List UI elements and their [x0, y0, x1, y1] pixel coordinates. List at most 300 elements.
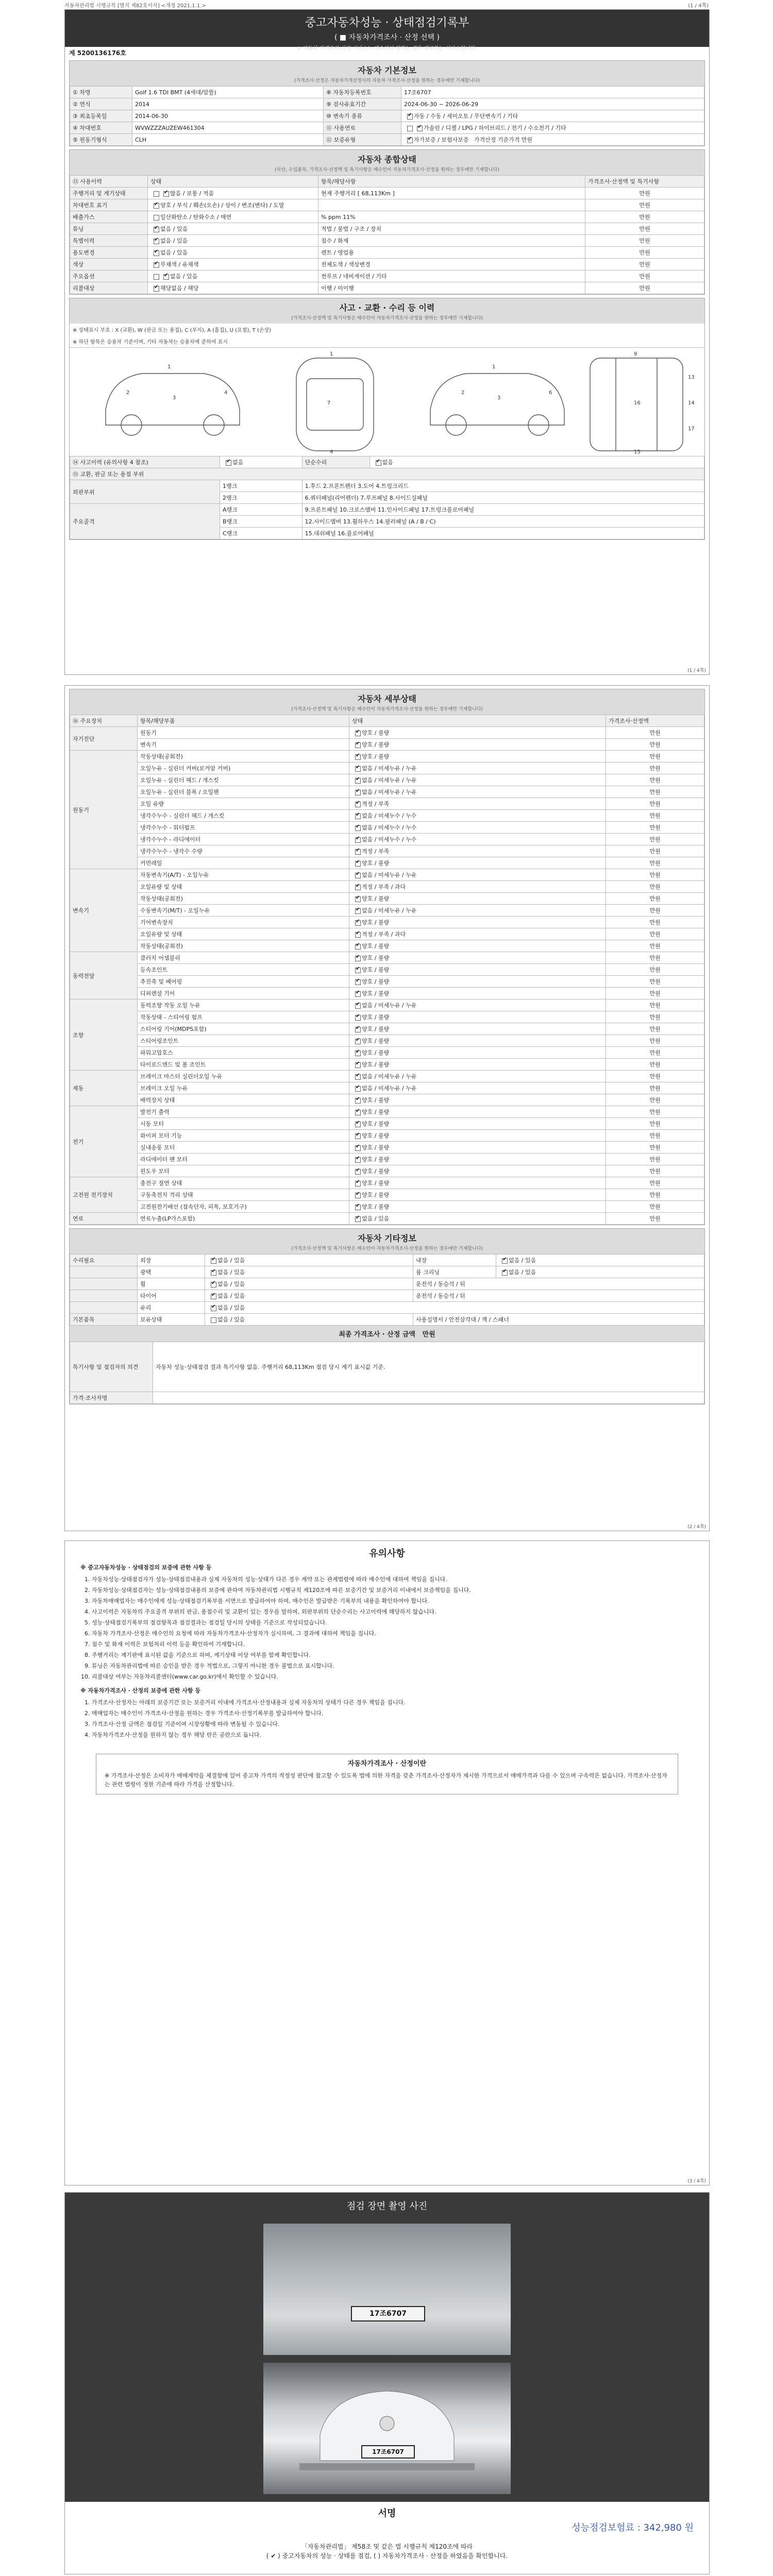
accident-subtitle: (가격조사·산정액 및 특기사항은 매수인이 자동차가격조사·산정을 원하는 경우에만 기재합니다) — [70, 314, 704, 324]
component-price: 만원 — [606, 857, 704, 869]
component-item: 파워고압호스 — [138, 1047, 349, 1059]
price-explanation-text: ※ 가격조사·산정은 소비자가 매매계약을 체결함에 있어 중고차 가격의 적정성 판단에 참고할 수 있도록 법에 의한 자격을 갖춘 가격조사·산정자가 제시한 가격으로서 매매가격과 다를 수 있으며 구속력은 없습니다. 가격조사·산정자는 관련 법령이 정한 기준에 따라 가격을 산정합니다. — [105, 1772, 667, 1788]
row-status: 없음 / 있음 — [170, 273, 198, 280]
checkbox[interactable] — [355, 1133, 361, 1139]
component-price: 만원 — [606, 1118, 704, 1130]
checkbox[interactable] — [355, 790, 361, 795]
status-text: 양호 / 불량 — [362, 1144, 390, 1151]
row-group: 수리필요 — [70, 1255, 138, 1266]
status-text: 양호 / 불량 — [362, 753, 390, 760]
simple-repair-value: 없음 — [382, 459, 393, 466]
row-price: 만원 — [585, 235, 704, 247]
row-label: 색상 — [70, 259, 148, 270]
component-status — [349, 786, 606, 798]
component-item: 추진축 및 베어링 — [138, 976, 349, 988]
notice-item: 7. 침수 및 화재 이력은 보험처리 이력 등을 확인하여 기재합니다. — [92, 1640, 694, 1649]
component-item: 충전구 절연 상태 — [138, 1177, 349, 1189]
checkbox[interactable] — [355, 861, 361, 867]
table-row — [70, 1266, 704, 1278]
component-price: 만원 — [606, 798, 704, 810]
status-text: 적정 / 부족 / 과다 — [362, 884, 406, 890]
checkbox[interactable] — [211, 1282, 216, 1287]
checkbox[interactable] — [355, 754, 361, 760]
component-group: 원동기 — [70, 751, 138, 869]
checkbox[interactable] — [355, 1216, 361, 1222]
component-price: 만원 — [606, 999, 704, 1011]
row-detail: 적법 / 불법 / 구조 / 장치 — [318, 223, 585, 235]
field-label: ⑩ 변속기 종류 — [324, 110, 401, 122]
status-text: 없음 / 미세누유 / 누유 — [362, 907, 417, 914]
component-item: 오일유량 및 상태 — [138, 928, 349, 940]
other-info-section — [69, 1228, 705, 1404]
svg-text:1: 1 — [167, 364, 171, 370]
component-status — [349, 988, 606, 999]
overall-status-section — [69, 149, 705, 295]
component-status — [349, 869, 606, 881]
component-item: 오일유량 및 상태 — [138, 881, 349, 893]
svg-text:6: 6 — [549, 390, 552, 396]
final-price-unit: 만원 — [422, 1331, 435, 1338]
component-status — [349, 1011, 606, 1023]
row-label: 유리 — [138, 1302, 205, 1314]
row-status: 없음 / 있음 — [217, 1281, 245, 1287]
component-status — [349, 798, 606, 810]
page-indicator: (1 / 4쪽) — [688, 3, 709, 9]
notice-item: 6. 자동차 가격조사·산정은 매수인의 요청에 따라 자동차가격조사·산정자가 실시하며, 그 결과에 대하여 책임을 집니다. — [92, 1629, 694, 1638]
status-text: 없음 / 미세누유 / 누유 — [362, 777, 417, 784]
status-text: 없음 / 미세누유 / 누유 — [362, 1085, 417, 1092]
checkbox[interactable] — [211, 1258, 216, 1264]
accident-label: ⑭ 사고이력 (유의사항 4 참조) — [70, 456, 220, 468]
checkbox[interactable] — [355, 825, 361, 831]
svg-text:4: 4 — [224, 390, 228, 396]
table-row — [70, 456, 704, 468]
table-row — [70, 964, 704, 976]
other-info-subtitle: (가격조사·산정액 및 특기사항은 매수인이 자동차가격조사·산정을 원하는 경우에만 기재합니다) — [70, 1245, 704, 1254]
component-group: 전기 — [70, 1106, 138, 1177]
table-row — [70, 1189, 704, 1201]
license-plate: 17조6707 — [351, 2306, 425, 2321]
component-item: 등속조인트 — [138, 964, 349, 976]
table-row — [70, 282, 704, 294]
status-text: 양호 / 불량 — [362, 1061, 390, 1068]
component-item: 커먼레일 — [138, 857, 349, 869]
table-row — [70, 917, 704, 928]
row-label: 타이어 — [138, 1290, 205, 1302]
checkbox[interactable] — [355, 802, 361, 807]
component-status — [349, 940, 606, 952]
checkbox[interactable] — [407, 138, 413, 143]
page-number: (1 / 4쪽) — [687, 668, 706, 673]
component-status — [349, 751, 606, 762]
status-text: 양호 / 불량 — [362, 895, 390, 902]
document-number: 제 5200136176호 — [69, 49, 126, 57]
field-value: 자동 / 수동 / 세미오토 / 무단변속기 / 기타 — [414, 113, 518, 120]
checkbox[interactable] — [355, 1169, 361, 1175]
row-status: 무채색 / 유채색 — [160, 261, 199, 268]
component-price: 만원 — [606, 1142, 704, 1154]
table-row — [70, 134, 704, 146]
checkbox[interactable] — [154, 191, 159, 197]
table-row — [70, 480, 704, 492]
status-text: 없음 / 미세누수 / 누수 — [362, 836, 417, 843]
table-row — [70, 739, 704, 751]
basic-info-section — [69, 60, 705, 146]
row-status: 양호 / 부식 / 훼손(오손) / 상이 / 변조(변타) / 도말 — [160, 202, 284, 209]
component-status — [349, 1165, 606, 1177]
document-subtitle: ( ■ 자동차가격조사 · 산정 선택 ) — [334, 33, 440, 42]
checkbox[interactable] — [355, 908, 361, 914]
component-price: 만원 — [606, 1201, 704, 1213]
component-price: 만원 — [606, 988, 704, 999]
checkbox[interactable] — [355, 873, 361, 878]
table-row — [70, 1342, 704, 1392]
row-price: 만원 — [585, 247, 704, 259]
component-status — [349, 905, 606, 917]
field-label: ④ 차대번호 — [70, 122, 132, 134]
checkbox[interactable] — [355, 1027, 361, 1032]
checkbox[interactable] — [154, 286, 159, 292]
status-text: 적정 / 부족 — [362, 848, 390, 855]
checkbox[interactable] — [355, 1039, 361, 1044]
component-price: 만원 — [606, 976, 704, 988]
checkbox[interactable] — [355, 814, 361, 819]
component-item: 연료누출(LP가스포함) — [138, 1213, 349, 1225]
component-item: 디퍼렌셜 기어 — [138, 988, 349, 999]
checkbox[interactable] — [355, 1003, 361, 1009]
row-label: 리콜대상 — [70, 282, 148, 294]
component-price: 만원 — [606, 834, 704, 845]
status-text: 양호 / 불량 — [362, 978, 390, 985]
price-explanation-box — [96, 1754, 678, 1794]
table-row — [70, 1314, 704, 1326]
component-group: 조향 — [70, 999, 138, 1071]
checkbox[interactable] — [211, 1306, 216, 1311]
checkbox[interactable] — [355, 731, 361, 736]
component-group: 연료 — [70, 1213, 138, 1225]
notice-item: 5. 성능·상태점검기록부의 점검항목과 점검결과는 점검일 당시의 상태를 기준으로 작성되었습니다. — [92, 1618, 694, 1627]
checkbox[interactable] — [355, 979, 361, 985]
checkbox[interactable] — [154, 203, 159, 209]
checkbox[interactable] — [154, 250, 159, 256]
component-status — [349, 1142, 606, 1154]
table-row — [70, 774, 704, 786]
status-text: 없음 / 미세누수 / 누수 — [362, 824, 417, 831]
special-notes-text: 자동차 성능·상태점검 결과 특기사항 없음. 주행거리 68,113Km 점검 당시 계기 표시값 기준. — [153, 1342, 704, 1392]
field-label: ② 연식 — [70, 98, 132, 110]
rank-label: A랭크 — [220, 504, 303, 516]
checkbox[interactable] — [355, 896, 361, 902]
row-price: 만원 — [585, 223, 704, 235]
row-status: 없음 / 있음 — [160, 249, 188, 256]
component-status — [349, 1177, 606, 1189]
component-item: 냉각수누수 - 실린더 헤드 / 개스킷 — [138, 810, 349, 822]
status-text: 양호 / 불량 — [362, 1192, 390, 1198]
component-item: 오일누유 - 실린더 블록 / 오일팬 — [138, 786, 349, 798]
checkbox[interactable] — [376, 460, 381, 466]
vehicle-type-note: ※ 하단 항목은 승용차 기준이며, 기타 자동차는 승용차에 준하여 표시 — [73, 340, 228, 345]
car-top-view-shape — [296, 358, 374, 451]
checkbox[interactable] — [502, 1270, 508, 1276]
row-label: 용도변경 — [70, 247, 148, 259]
checkbox[interactable] — [211, 1317, 216, 1323]
parts-label: ⑮ 교환, 판금 또는 용접 부위 — [70, 468, 704, 480]
status-text: 양호 / 불량 — [362, 1014, 390, 1021]
component-status — [349, 762, 606, 774]
table-row — [70, 1255, 704, 1266]
table-row — [70, 869, 704, 881]
component-group: 제동 — [70, 1071, 138, 1106]
checkbox[interactable] — [355, 932, 361, 938]
table-row — [70, 893, 704, 905]
page-number: (3 / 4쪽) — [687, 2179, 706, 2184]
component-item: 발전기 출력 — [138, 1106, 349, 1118]
car-on-lift-illustration — [263, 2363, 511, 2494]
page-3 — [64, 1540, 710, 2185]
component-status — [349, 1047, 606, 1059]
svg-text:16: 16 — [634, 400, 641, 406]
field-label: ⑨ 검사유효기간 — [324, 98, 401, 110]
checkbox[interactable] — [355, 849, 361, 855]
checkbox[interactable] — [355, 991, 361, 997]
overall-status-title: 자동차 종합상태 — [70, 150, 704, 166]
component-status — [349, 964, 606, 976]
status-text: 양호 / 불량 — [362, 967, 390, 973]
component-item: 라디에이터 팬 모터 — [138, 1154, 349, 1165]
table-row — [70, 468, 704, 480]
svg-text:15: 15 — [634, 449, 641, 455]
rank-items: 12.사이드멤버 13.휠하우스 14.필러패널 (A / B / C) — [302, 516, 704, 528]
detail-subtitle: (가격조사·산정액 및 특기사항은 매수인이 자동차가격조사·산정을 원하는 경우에만 기재합니다) — [70, 705, 704, 715]
table-row — [70, 976, 704, 988]
checkbox[interactable] — [154, 227, 159, 232]
table-row — [70, 1059, 704, 1071]
checkbox[interactable] — [355, 1205, 361, 1210]
table-row — [70, 1278, 704, 1290]
component-item: 냉각수누수 - 냉각수 수량 — [138, 845, 349, 857]
status-text: 양호 / 불량 — [362, 1168, 390, 1175]
component-price: 만원 — [606, 917, 704, 928]
component-status — [349, 774, 606, 786]
license-plate: 17조6707 — [361, 2445, 415, 2459]
status-symbol-legend: ※ 상태표시 부호 : X (교환), W (판금 또는 용접), C (부식), A (흠집), U (요철), T (손상) — [73, 328, 272, 333]
row-label: 보유상태 — [138, 1314, 205, 1326]
column-header: 상태 — [349, 715, 606, 727]
status-text: 양호 / 불량 — [362, 1049, 390, 1056]
table-row — [70, 504, 704, 516]
price-label: 가격산정 기준가격 — [474, 137, 520, 143]
component-price: 만원 — [606, 1177, 704, 1189]
checkbox[interactable] — [154, 239, 159, 244]
component-item: 오일 유량 — [138, 798, 349, 810]
table-row — [70, 881, 704, 893]
other-info-title: 자동차 기타정보 — [70, 1229, 704, 1245]
checkbox[interactable] — [355, 1122, 361, 1127]
basic-info-table — [70, 86, 704, 146]
checkbox[interactable] — [355, 742, 361, 748]
checkbox[interactable] — [355, 956, 361, 961]
row-label: 내장 — [413, 1255, 496, 1266]
checkbox[interactable] — [355, 1015, 361, 1021]
status-text: 없음 / 있음 — [362, 1215, 390, 1222]
signature-area — [65, 2502, 709, 2574]
table-header-row — [70, 715, 704, 727]
checkbox[interactable] — [355, 1110, 361, 1115]
svg-text:2: 2 — [126, 390, 130, 396]
component-status — [349, 1106, 606, 1118]
checkbox[interactable] — [502, 1258, 508, 1264]
checkbox[interactable] — [154, 274, 159, 280]
row-price: 만원 — [585, 188, 704, 199]
rank-items: 6.쿼터패널(리어펜더) 7.루프패널 8.사이드실패널 — [302, 492, 704, 504]
status-text: 없음 / 미세누수 / 누수 — [362, 812, 417, 819]
accident-section — [69, 298, 705, 540]
signature-title: 서명 — [378, 2508, 396, 2519]
checkbox[interactable] — [355, 1050, 361, 1056]
checkbox[interactable] — [355, 1074, 361, 1080]
checkbox[interactable] — [407, 114, 413, 120]
row-detail: 이행 / 미이행 — [318, 282, 585, 294]
svg-text:13: 13 — [688, 375, 695, 380]
component-price: 만원 — [606, 751, 704, 762]
checkbox[interactable] — [355, 1157, 361, 1163]
component-price: 만원 — [606, 1082, 704, 1094]
checkbox[interactable] — [355, 1181, 361, 1187]
checkbox[interactable] — [163, 191, 169, 197]
price-unit: 만원 — [521, 137, 533, 143]
component-status — [349, 1154, 606, 1165]
row-price: 만원 — [585, 199, 704, 211]
table-row — [70, 822, 704, 834]
checkbox[interactable] — [211, 1270, 216, 1276]
component-item: 클러치 어셈블리 — [138, 952, 349, 964]
column-header: 가격조사·산정액 — [606, 715, 704, 727]
status-text: 양호 / 불량 — [362, 1180, 390, 1187]
checkbox[interactable] — [355, 1145, 361, 1151]
checkbox[interactable] — [355, 968, 361, 973]
component-item: 스티어링조인트 — [138, 1035, 349, 1047]
column-header: 항목/해당사항 — [318, 176, 585, 188]
checkbox[interactable] — [355, 778, 361, 784]
detail-table — [70, 715, 704, 1225]
status-text: 양호 / 불량 — [362, 741, 390, 748]
component-price: 만원 — [606, 810, 704, 822]
component-price: 만원 — [606, 1213, 704, 1225]
table-row — [70, 259, 704, 270]
table-row — [70, 270, 704, 282]
table-row — [70, 1047, 704, 1059]
field-label: ③ 최초등록일 — [70, 110, 132, 122]
row-status: 없음 / 있음 — [217, 1316, 245, 1323]
svg-text:3: 3 — [497, 395, 501, 401]
rank-items: 15.대쉬패널 16.플로어패널 — [302, 528, 704, 539]
table-row — [70, 235, 704, 247]
component-item: 브레이크 오일 누유 — [138, 1082, 349, 1094]
status-text: 양호 / 불량 — [362, 1097, 390, 1104]
row-status: 없음 / 있음 — [217, 1293, 245, 1299]
checkbox[interactable] — [355, 885, 361, 890]
field-label: ⑧ 자동차등록번호 — [324, 87, 401, 98]
row-price: 만원 — [585, 270, 704, 282]
checkbox[interactable] — [355, 837, 361, 843]
component-price: 만원 — [606, 1106, 704, 1118]
table-row — [70, 751, 704, 762]
simple-repair-label: 단순수리 — [302, 456, 369, 468]
component-price: 만원 — [606, 762, 704, 774]
component-group: 동력전달 — [70, 952, 138, 999]
status-text: 양호 / 불량 — [362, 919, 390, 926]
component-item: 작동상태(공회전) — [138, 940, 349, 952]
checkbox[interactable] — [154, 262, 159, 268]
outer-panel-label: 외판부위 — [70, 480, 220, 504]
table-header-row — [70, 176, 704, 188]
row-label: 외장 — [138, 1255, 205, 1266]
notice-title: 유의사항 — [369, 1548, 405, 1559]
component-item: 와이퍼 모터 기능 — [138, 1130, 349, 1142]
checkbox[interactable] — [211, 1294, 216, 1299]
component-status — [349, 1118, 606, 1130]
inspection-photo-front — [263, 2224, 511, 2355]
checkbox[interactable] — [226, 460, 231, 466]
checkbox[interactable] — [355, 944, 361, 950]
row-group — [70, 1290, 138, 1302]
table-row — [70, 1154, 704, 1165]
checkbox[interactable] — [355, 766, 361, 772]
checkbox[interactable] — [355, 920, 361, 926]
signature-line-1: 「자동차관리법」 제58조 및 같은 법 시행규칙 제120조에 따라 — [301, 2543, 473, 2550]
component-item: 구동축전지 격리 상태 — [138, 1189, 349, 1201]
notice-item: 3. 자동차매매업자는 매수인에게 성능·상태점검기록부를 서면으로 발급하여야 하며, 매수인은 발급받은 기록부의 내용을 확인하여야 합니다. — [92, 1597, 694, 1605]
checkbox[interactable] — [355, 1086, 361, 1092]
row-detail: 침수 / 화재 — [318, 235, 585, 247]
status-text: 양호 / 불량 — [362, 730, 390, 736]
page-top-line — [64, 0, 709, 8]
component-price: 만원 — [606, 1059, 704, 1071]
component-status — [349, 845, 606, 857]
field-value: 2014 — [132, 98, 324, 110]
component-item: 타이로드엔드 및 볼 조인트 — [138, 1059, 349, 1071]
row-price: 만원 — [585, 282, 704, 294]
component-status — [349, 727, 606, 739]
component-item: 브레이크 마스터 실린더오일 누유 — [138, 1071, 349, 1082]
column-header: 상태 — [148, 176, 318, 188]
status-text: 양호 / 불량 — [362, 1156, 390, 1163]
checkbox[interactable] — [417, 126, 423, 131]
row-status: 없음 / 있음 — [160, 238, 188, 244]
checkbox[interactable] — [407, 126, 413, 131]
notice-item: 9. 튜닝은 자동차관리법에 따른 승인을 받은 경우 적법으로, 그렇지 아니한 경우 불법으로 표시합니다. — [92, 1662, 694, 1670]
component-price: 만원 — [606, 964, 704, 976]
component-status — [349, 917, 606, 928]
component-status — [349, 834, 606, 845]
document-header — [65, 10, 709, 52]
notice-item: 1. 자동차성능·상태점검자가 성능·상태점검내용과 실제 자동차의 성능·상태가 다른 경우 계약 또는 관계법령에 따라 매수인에 대하여 책임을 집니다. — [92, 1575, 694, 1584]
component-status — [349, 928, 606, 940]
checkbox[interactable] — [163, 274, 169, 280]
table-row — [70, 834, 704, 845]
checkbox[interactable] — [355, 1062, 361, 1068]
component-price: 만원 — [606, 1023, 704, 1035]
accident-table — [70, 456, 704, 539]
checkbox[interactable] — [154, 215, 159, 221]
component-item: 동력조향 작동 오일 누유 — [138, 999, 349, 1011]
checkbox[interactable] — [355, 1098, 361, 1104]
component-status — [349, 1213, 606, 1225]
row-detail: 사용설명서 / 안전삼각대 / 잭 / 스패너 — [413, 1314, 704, 1326]
checkbox[interactable] — [355, 1193, 361, 1198]
component-price: 만원 — [606, 845, 704, 857]
overall-status-table — [70, 175, 704, 294]
